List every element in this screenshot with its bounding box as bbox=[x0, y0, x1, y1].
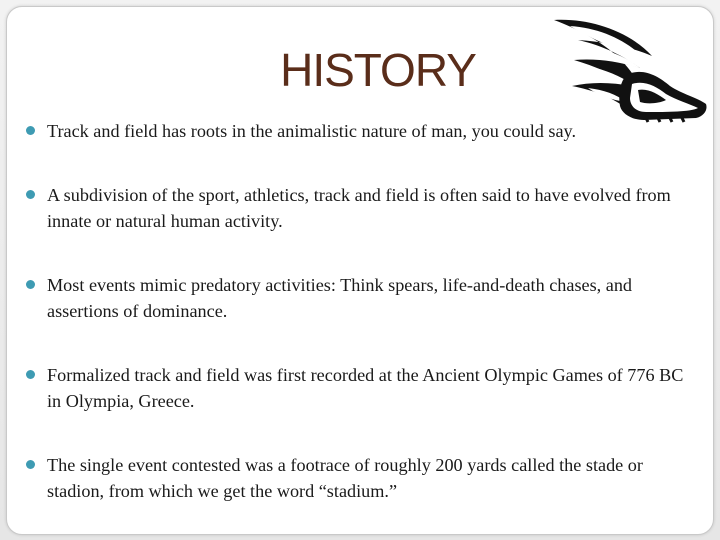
list-item bbox=[26, 362, 686, 414]
bullet-icon bbox=[26, 370, 35, 379]
bullet-icon bbox=[26, 126, 35, 135]
bullet-text: Most events mimic predatory activities: Think spears, life-and-death chases, and assertions of dominance. bbox=[47, 275, 633, 321]
slide-title: HISTORY bbox=[280, 44, 476, 96]
bullet-list bbox=[26, 118, 686, 540]
winged-shoe-icon bbox=[548, 14, 710, 124]
list-item bbox=[26, 182, 686, 234]
bullet-text: Formalized track and field was first recorded at the Ancient Olympic Games of 776 BC in Olympia, Greece. bbox=[47, 365, 684, 411]
list-item bbox=[26, 118, 686, 144]
list-item bbox=[26, 272, 686, 324]
bullet-text: The single event contested was a footrace of roughly 200 yards called the stade or stadion, from which we get the word “stadium.” bbox=[47, 455, 643, 501]
bullet-icon bbox=[26, 460, 35, 469]
bullet-text: A subdivision of the sport, athletics, track and field is often said to have evolved from innate or natural human activity. bbox=[47, 185, 671, 231]
bullet-icon bbox=[26, 190, 35, 199]
bullet-icon bbox=[26, 280, 35, 289]
list-item bbox=[26, 452, 686, 504]
bullet-text: Track and field has roots in the animalistic nature of man, you could say. bbox=[47, 121, 576, 141]
